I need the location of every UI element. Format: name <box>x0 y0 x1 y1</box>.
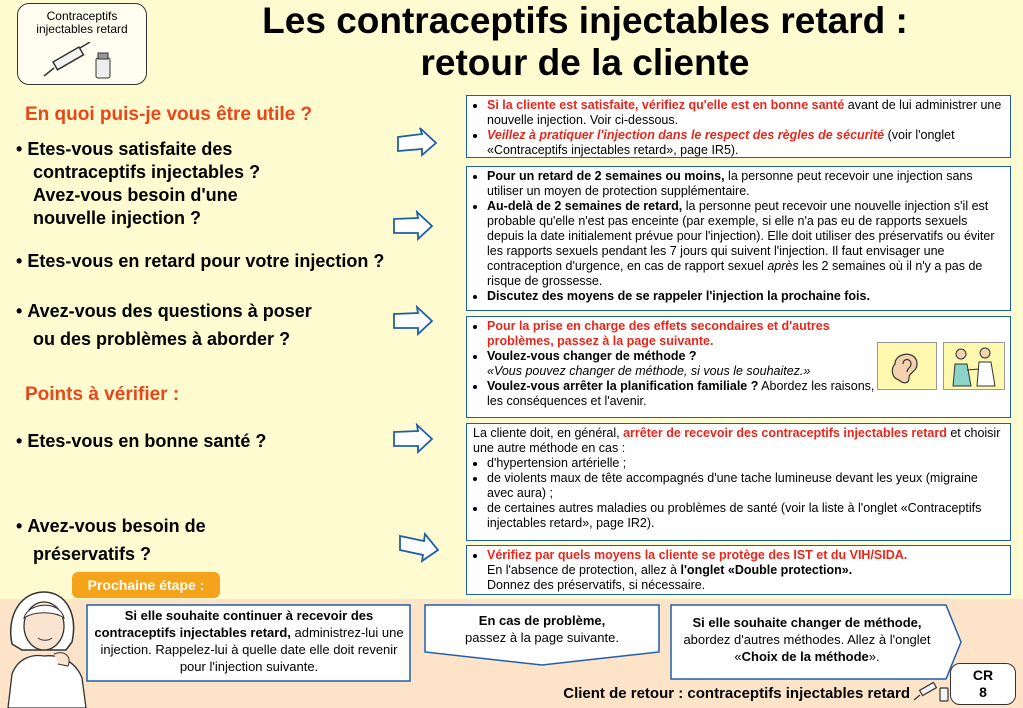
question-health: • Etes-vous en bonne santé ? <box>16 431 267 451</box>
panel-condoms <box>466 545 1011 595</box>
panel-bullet: • Pour la prise en charge des effets secondaires et d'autres problèmes, passez à la page suivante. <box>487 319 882 349</box>
question-problems: • Avez-vous des questions à poser ou des problèmes à aborder ? <box>16 301 312 349</box>
question-late: • Etes-vous en retard pour votre injection ? <box>16 251 385 271</box>
panel-bullet: • Veillez à pratiquer l'injection dans le respect des règles de sécurité (voir l'onglet «Contraceptifs injectables retard», page IR5). <box>487 128 1004 158</box>
panel-bullet: • Voulez-vous arrêter la planification familiale ? Abordez les raisons, les conséquences et l'avenir. <box>487 379 882 409</box>
arrow-right-icon <box>398 530 440 564</box>
question-condoms: • Avez-vous besoin de préservatifs ? <box>16 516 206 564</box>
page-code-badge: CR 8 <box>950 663 1016 705</box>
question-satisfied: • Etes-vous satisfaite des contraceptifs injectables ? Avez-vous besoin d'une nouvelle injection ? <box>16 139 261 228</box>
next-step-problem: En cas de problème, passez à la page suivante. <box>465 613 619 645</box>
panel-late <box>466 166 1011 311</box>
syringe-vial-icon <box>912 676 952 704</box>
panel-intro: La cliente doit, en général, arrêter de recevoir des contraceptifs injectables retard et choisir une autre méthode en cas : <box>473 426 1001 455</box>
panel-bullet: • de violents maux de tête accompagnés d'une tache lumineuse devant les yeux (migraine avec aura) ; <box>487 471 1004 501</box>
panel-bullet: • Vérifiez par quels moyens la cliente se protège des IST et du VIH/SIDA. En l'absence de protection, allez à l'onglet «Double protection». Donnez des préservatifs, si nécessaire. <box>487 548 1004 593</box>
next-step-change: Si elle souhaite changer de méthode, abordez d'autres méthodes. Allez à l'onglet «Choix de la méthode». <box>683 615 931 664</box>
next-step-continue: Si elle souhaite continuer à recevoir des contraceptifs injectables retard, administrez-lui une injection. Rappelez-lui à quelle date elle doit revenir pour l'injection suivante. <box>94 608 404 674</box>
panel-bullet: • Au-delà de 2 semaines de retard, la personne peut recevoir une nouvelle injection s'il est probable qu'elle n'est pas enceinte (par exemple, si elle n'a pas eu de rapports sexuels depuis la date initialement prévue pour l'injection). Elle doit utiliser des préservatifs ou éviter les rapports sexuels pendant les 7 jours qui suivent l'injection. Il faut envisager une contraception d'urgence, en cas de rapport sexuel après les 2 semaines où il n'y a pas de risque de grossesse. <box>487 199 1004 289</box>
arrow-right-icon <box>392 305 434 337</box>
ear-icon <box>877 342 937 390</box>
panel-health <box>466 423 1011 541</box>
syringe-vial-icon <box>40 42 120 82</box>
page-title: Les contraceptifs injectables retard : retour de la cliente <box>262 0 908 83</box>
panel-bullet: • Pour un retard de 2 semaines ou moins, la personne peut recevoir une injection sans utiliser un moyen de protection supplémentaire. <box>487 169 1004 199</box>
consultation-icon <box>943 342 1005 390</box>
woman-thinking-icon <box>2 584 92 708</box>
arrow-right-icon <box>396 127 438 159</box>
section-heading-check: Points à vérifier : <box>25 384 180 405</box>
section-heading-help: En quoi puis-je vous être utile ? <box>25 104 313 125</box>
footer-title: Client de retour : contraceptifs injectables retard <box>563 685 910 702</box>
panel-bullet: • d'hypertension artérielle ; <box>487 456 1004 471</box>
panel-problems <box>466 316 1011 418</box>
panel-bullet: • Discutez des moyens de se rappeler l'injection la prochaine fois. <box>487 289 1004 304</box>
panel-bullet: • Si la cliente est satisfaite, vérifiez qu'elle est en bonne santé avant de lui administrer une nouvelle injection. Voir ci-dessous. <box>487 98 1004 128</box>
section-tab[interactable] <box>17 3 147 85</box>
next-step-label: Prochaine étape : <box>72 572 220 598</box>
tab-label: Contraceptifs injectables retard <box>36 9 128 36</box>
panel-satisfied <box>466 95 1011 158</box>
panel-bullet: • de certaines autres maladies ou problèmes de santé (voir la liste à l'onglet «Contraceptifs injectables retard», page IR2). <box>487 501 1004 531</box>
arrow-right-icon <box>392 210 434 242</box>
arrow-right-icon <box>392 423 434 455</box>
panel-bullet: • Voulez-vous changer de méthode ? «Vous pouvez changer de méthode, si vous le souhaitez.» <box>487 349 882 379</box>
